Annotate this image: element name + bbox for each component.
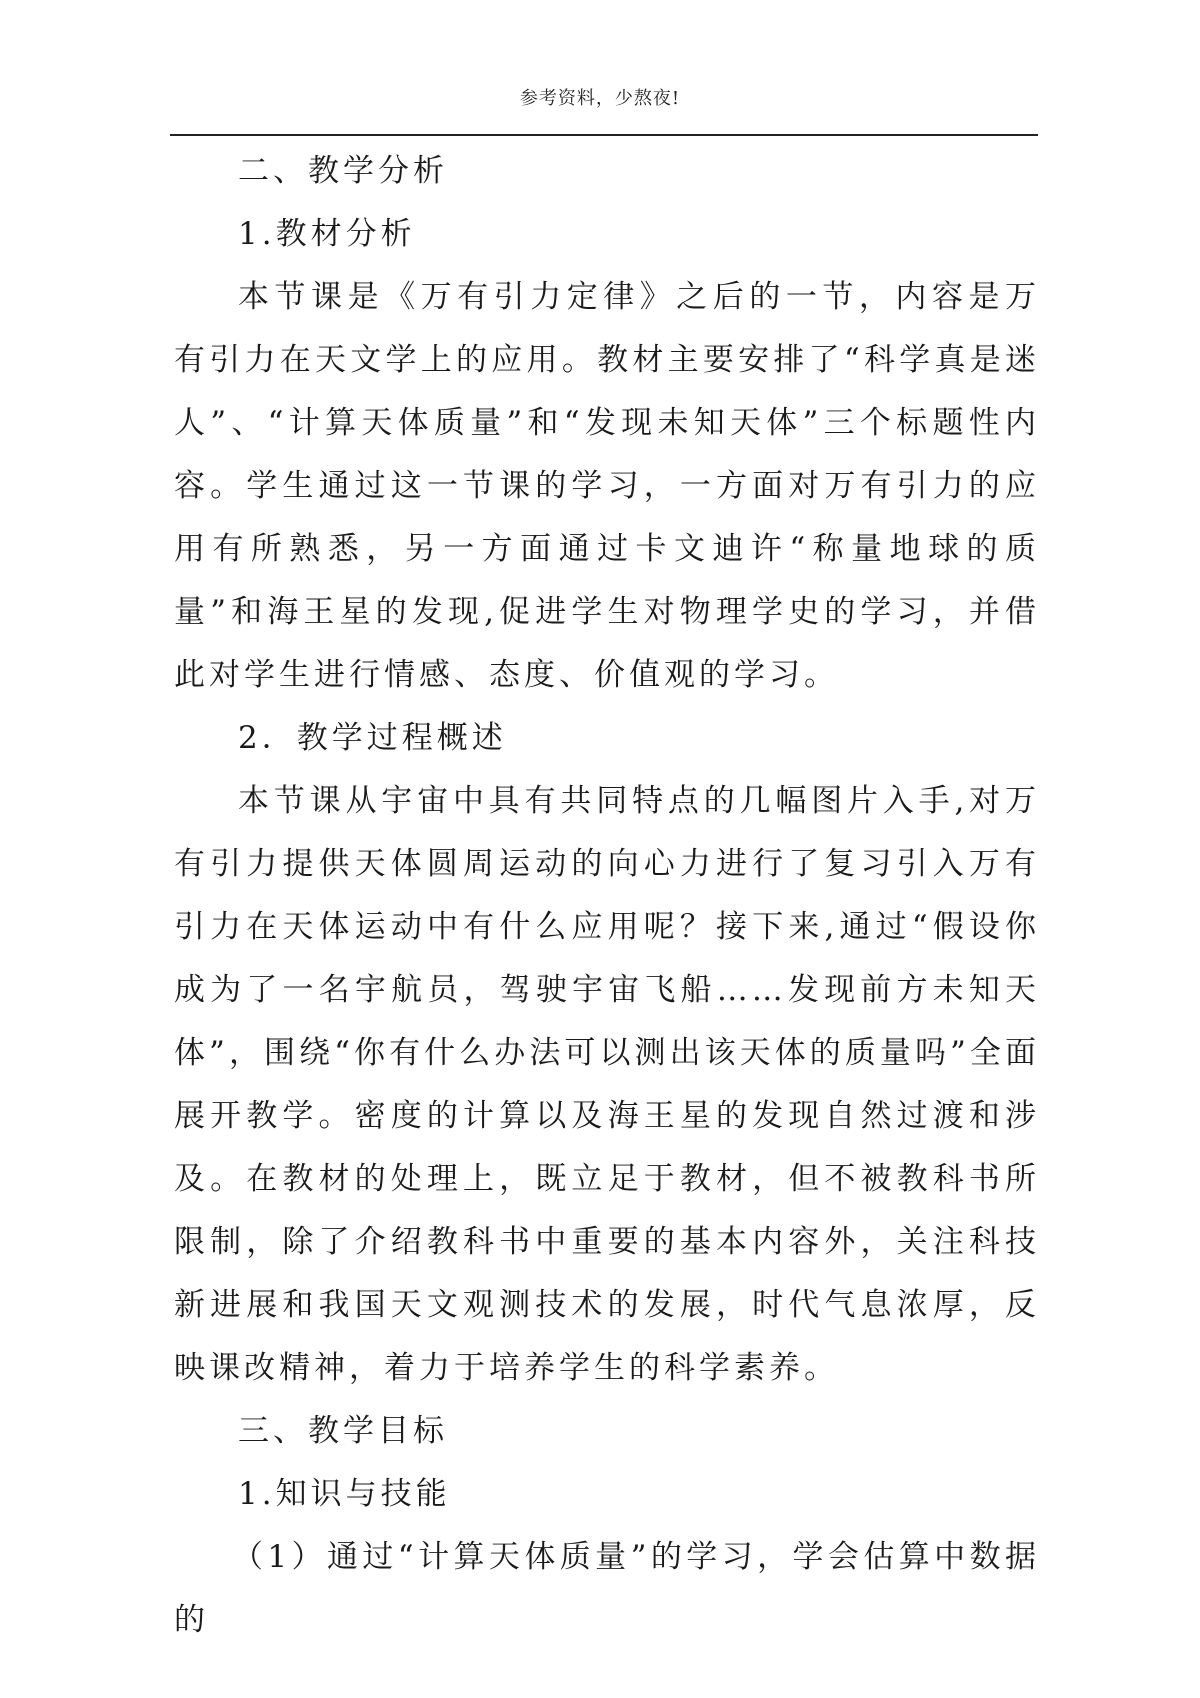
section-heading-analysis: 二、教学分析 <box>238 153 448 189</box>
header-divider <box>170 134 1038 136</box>
subheading-process-overview: 2．教学过程概述 <box>238 720 507 756</box>
objective-item-1: （1）通过“计算天体质量”的学习，学会估算中数据的 <box>174 1539 1040 1638</box>
page-header: 参考资料，少熬夜! <box>519 88 681 109</box>
paragraph-process-overview: 本节课从宇宙中具有共同特点的几幅图片入手,对万有引力提供天体圆周运动的向心力进行了复习引入万有引力在天体运动中有什么应用呢？接下来,通过“假设你成为了一名宇航员，驾驶宇宙飞船……发现前方未知天体”，围绕“你有什么办法可以测出该天体的质量吗”全面展开教学。密度的计算以及海王星的发现自然过渡和涉及。在教材的处理上，既立足于教材，但不被教科书所限制，除了介绍教科书中重要的基本内容外，关注科技新进展和我国天文观测技术的发展，时代气息浓厚，反映课改精神，着力于培养学生的科学素养。 <box>174 783 1040 1386</box>
subheading-knowledge-skills: 1.知识与技能 <box>238 1476 451 1512</box>
section-heading-objectives: 三、教学目标 <box>238 1413 448 1449</box>
paragraph-textbook-analysis: 本节课是《万有引力定律》之后的一节，内容是万有引力在天文学上的应用。教材主要安排了“科学真是迷人”、“计算天体质量”和“发现未知天体”三个标题性内容。学生通过这一节课的学习，一方面对万有引力的应用有所熟悉，另一方面通过卡文迪许“称量地球的质量”和海王星的发现,促进学生对物理学史的学习，并借此对学生进行情感、态度、价值观的学习。 <box>174 279 1040 693</box>
document-body <box>174 140 1040 1652</box>
subheading-textbook-analysis: 1.教材分析 <box>238 216 416 252</box>
